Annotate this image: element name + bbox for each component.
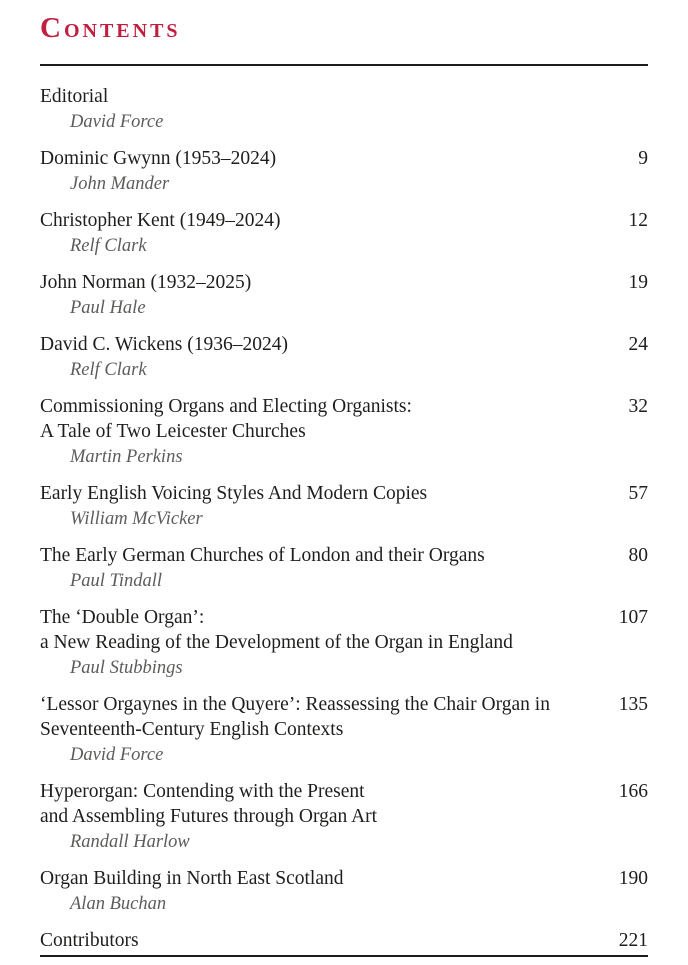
entry-text-block — [40, 270, 596, 321]
entry-title: The Early German Churches of London and their Organs — [40, 545, 485, 566]
entry-text-block — [40, 208, 596, 259]
entry-page-number: 166 — [618, 781, 648, 802]
entry-author: John Mander — [70, 174, 170, 194]
entry-text-block — [40, 394, 596, 470]
entry-author: David Force — [70, 112, 164, 132]
toc-entry — [40, 84, 648, 135]
entry-title: and Assembling Futures through Organ Art — [40, 806, 378, 827]
toc-entry-list — [40, 84, 648, 953]
entry-text-block — [40, 481, 596, 532]
footer-rule — [40, 955, 648, 957]
entry-title: a New Reading of the Development of the Organ in England — [40, 632, 513, 653]
entry-text-block — [40, 692, 596, 768]
entry-text-block — [40, 928, 596, 953]
entry-author: Alan Buchan — [70, 894, 167, 914]
page-title: Contents — [40, 12, 181, 44]
entry-author: Martin Perkins — [70, 447, 183, 467]
entry-title: Seventeenth-Century English Contexts — [40, 719, 344, 740]
entry-text-block — [40, 332, 596, 383]
entry-author: Randall Harlow — [70, 832, 190, 852]
toc-entry — [40, 270, 648, 321]
toc-entry — [40, 394, 648, 470]
toc-entry — [40, 605, 648, 681]
entry-page-number: 9 — [638, 148, 648, 169]
entry-author: William McVicker — [70, 509, 203, 529]
entry-author: Relf Clark — [70, 236, 147, 256]
entry-page-number: 19 — [628, 272, 648, 293]
entry-text-block — [40, 866, 596, 917]
toc-entry — [40, 208, 648, 259]
entry-author: David Force — [70, 745, 164, 765]
entry-page-number: 12 — [628, 210, 648, 231]
entry-title: Contributors — [40, 930, 139, 951]
toc-entry — [40, 779, 648, 855]
toc-entry — [40, 481, 648, 532]
entry-title: A Tale of Two Leicester Churches — [40, 421, 306, 442]
entry-author: Paul Hale — [70, 298, 146, 318]
entry-title: Early English Voicing Styles And Modern Copies — [40, 483, 428, 504]
entry-page-number: 190 — [618, 868, 648, 889]
entry-author: Paul Stubbings — [70, 658, 183, 678]
toc-entry — [40, 692, 648, 768]
entry-author: Paul Tindall — [70, 571, 163, 591]
entry-page-number: 135 — [618, 694, 648, 715]
entry-text-block — [40, 146, 596, 197]
entry-text-block — [40, 84, 596, 135]
toc-entry — [40, 332, 648, 383]
toc-entry — [40, 928, 648, 953]
entry-page-number: 57 — [628, 483, 648, 504]
toc-entry — [40, 866, 648, 917]
entry-title: John Norman (1932–2025) — [40, 272, 252, 293]
entry-title: Hyperorgan: Contending with the Present — [40, 781, 365, 802]
entry-page-number: 107 — [618, 607, 648, 628]
entry-title: David C. Wickens (1936–2024) — [40, 334, 288, 355]
entry-title: Organ Building in North East Scotland — [40, 868, 344, 889]
entry-title: Commissioning Organs and Electing Organists: — [40, 396, 412, 417]
entry-page-number: 24 — [628, 334, 648, 355]
entry-page-number: 80 — [628, 545, 648, 566]
entry-title: ‘Lessor Orgaynes in the Quyere’: Reassessing the Chair Organ in — [40, 694, 550, 715]
toc-entry — [40, 146, 648, 197]
entry-title: Editorial — [40, 86, 109, 107]
entry-page-number: 221 — [618, 930, 648, 951]
entry-title: Christopher Kent (1949–2024) — [40, 210, 281, 231]
entry-title: Dominic Gwynn (1953–2024) — [40, 148, 277, 169]
toc-entry — [40, 543, 648, 594]
entry-text-block — [40, 543, 596, 594]
entry-text-block — [40, 605, 596, 681]
header-rule — [40, 64, 648, 66]
entry-title: The ‘Double Organ’: — [40, 607, 205, 628]
entry-text-block — [40, 779, 596, 855]
entry-page-number: 32 — [628, 396, 648, 417]
entry-author: Relf Clark — [70, 360, 147, 380]
